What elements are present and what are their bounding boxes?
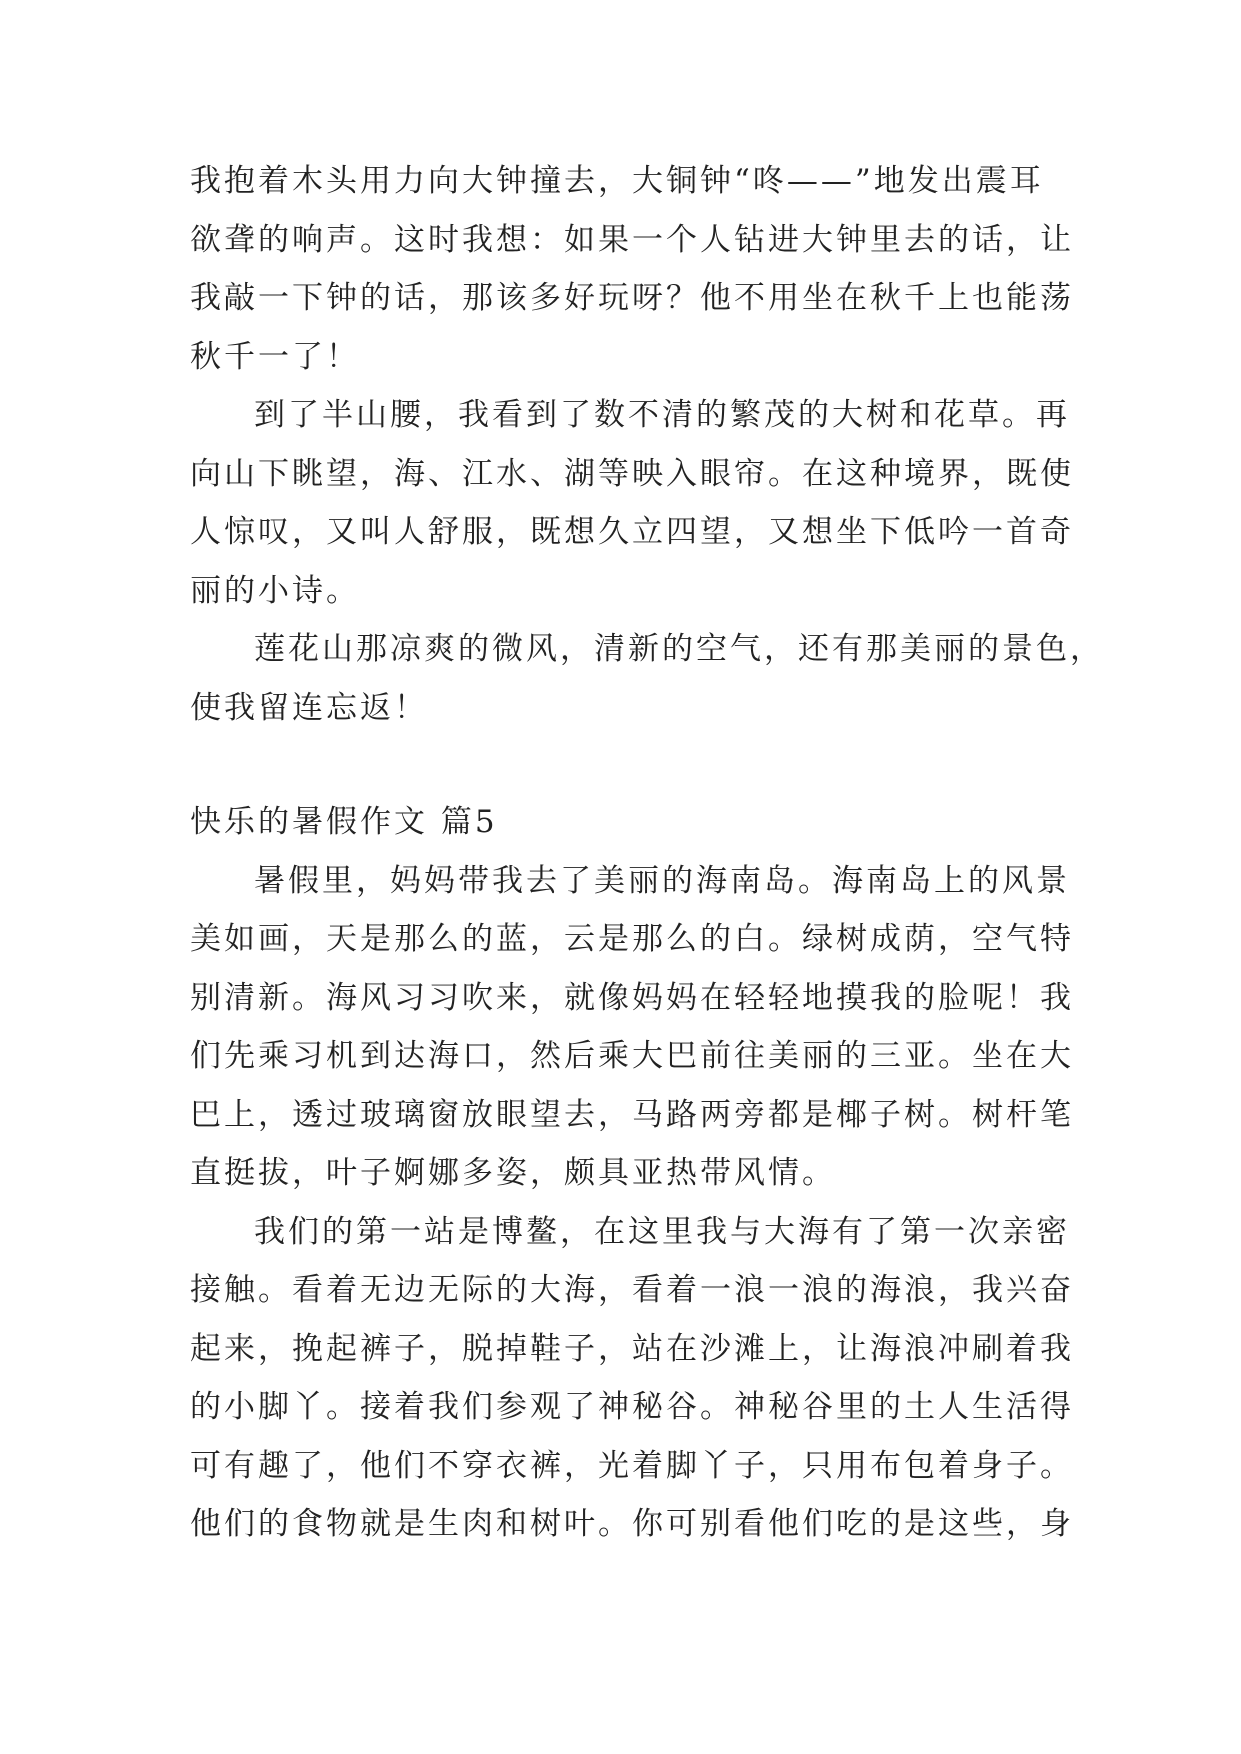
- text-line: 暑假里，妈妈带我去了美丽的海南岛。海南岛上的风景: [254, 862, 1070, 899]
- document-content: [190, 152, 1104, 1554]
- text-line: 我敲一下钟的话，那该多好玩呀？他不用坐在秋千上也能荡: [190, 280, 1074, 316]
- text-line: 巴上，透过玻璃窗放眼望去，马路两旁都是椰子树。树杆笔: [190, 1096, 1074, 1133]
- section-title: 快乐的暑假作文 篇5: [190, 804, 498, 840]
- text-line: 到了半山腰，我看到了数不清的繁茂的大树和花草。再: [254, 397, 1070, 433]
- text-line: 欲聋的响声。这时我想：如果一个人钻进大钟里去的话，让: [190, 221, 1074, 258]
- text-line: 别清新。海风习习吹来，就像妈妈在轻轻地摸我的脸呢！我: [190, 979, 1074, 1016]
- paragraph-mountainside: [190, 386, 1074, 620]
- text-line: 使我留连忘返！: [190, 689, 428, 726]
- text-line: 们先乘习机到达海口，然后乘大巴前往美丽的三亚。坐在大: [190, 1038, 1074, 1074]
- text-line: 美如画，天是那么的蓝，云是那么的白。绿树成荫，空气特: [190, 921, 1074, 957]
- text-line: 人惊叹，又叫人舒服，既想久立四望，又想坐下低吟一首奇: [190, 514, 1074, 550]
- text-line: 莲花山那凉爽的微风，清新的空气，还有那美丽的景色，: [254, 631, 1104, 667]
- text-line: 我抱着木头用力向大钟撞去，大铜钟“咚——”地发出震耳: [190, 163, 1044, 199]
- text-line: 的小脚丫。接着我们参观了神秘谷。神秘谷里的土人生活得: [190, 1389, 1074, 1425]
- text-line: 可有趣了，他们不穿衣裤，光着脚丫子，只用布包着身子。: [190, 1447, 1074, 1484]
- paragraph-lotus-mountain: [190, 620, 1104, 737]
- paragraph-boao: [190, 1203, 1074, 1554]
- text-line: 起来，挽起裤子，脱掉鞋子，站在沙滩上，让海浪冲刷着我: [190, 1330, 1074, 1367]
- text-line: 秋千一了！: [190, 338, 360, 375]
- text-line: 我们的第一站是博鳌，在这里我与大海有了第一次亲密: [254, 1213, 1070, 1250]
- paragraph-bell: [190, 152, 1074, 386]
- text-line: 接触。看着无边无际的大海，看着一浪一浪的海浪，我兴奋: [190, 1272, 1074, 1308]
- text-line: 他们的食物就是生肉和树叶。你可别看他们吃的是这些，身: [190, 1506, 1074, 1542]
- text-line: 向山下眺望，海、江水、湖等映入眼帘。在这种境界，既使: [190, 455, 1074, 492]
- paragraph-hainan: [190, 852, 1074, 1203]
- text-line: 丽的小诗。: [190, 572, 360, 609]
- text-line: 直挺拔，叶子婀娜多姿，颇具亚热带风情。: [190, 1155, 836, 1191]
